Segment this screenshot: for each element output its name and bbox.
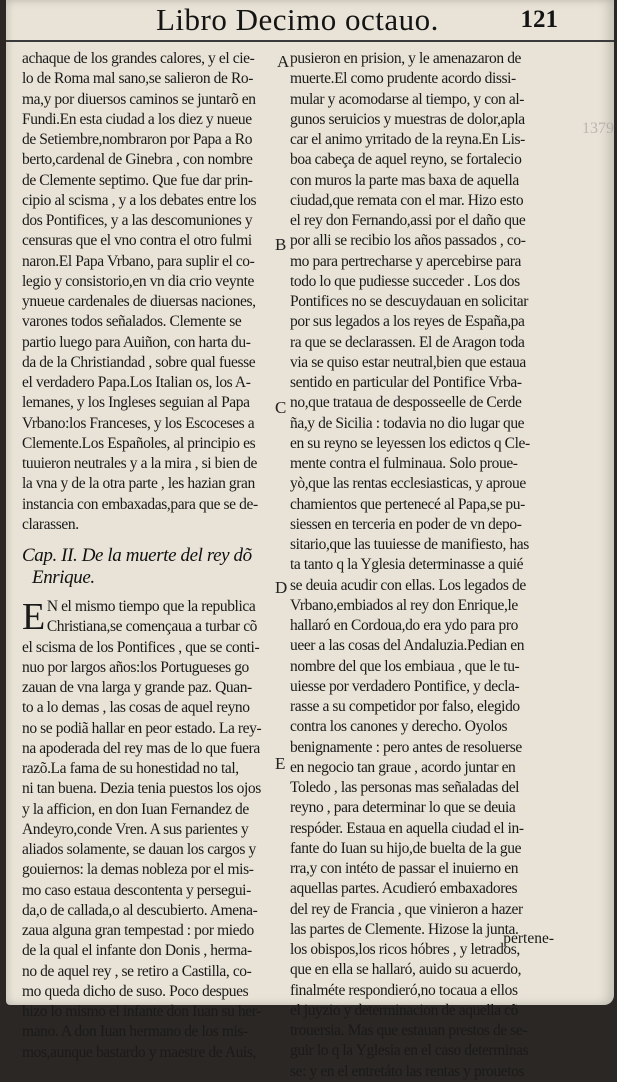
text-line: mo para pertrecharse y apercebirse para — [290, 252, 521, 270]
text-line: Toledo , las personas mas señaladas del — [290, 779, 520, 796]
text-line: varones todos señalados. Clemente se — [22, 313, 242, 331]
margin-letter-d: D — [275, 578, 288, 597]
text-line: ma,y por diuersos caminos se juntarõ en — [22, 90, 256, 108]
text-line: naron.El Papa Vrbano, para suplir el co- — [22, 252, 255, 270]
text-line: el rey don Fernando,assi por el daño que — [290, 212, 526, 229]
text-line: dos Pontifices, y a las descomuniones y — [22, 212, 253, 229]
text-line: mano. A don Iuan hermano de los mis- — [22, 1023, 248, 1041]
text-line: ciudad,que remata con el mar. Hizo esto — [290, 191, 524, 209]
left-paragraph-2 — [22, 597, 277, 1063]
text-line: boa cabeça de aquel reyno, se fortalecio — [290, 151, 522, 169]
text-line: partio luego para Auiñon, con harta du- — [22, 333, 251, 351]
text-line: el juyzio y determinacion de aquella cõ — [290, 1001, 518, 1019]
text-line: da de la Christiandad , sobre qual fuesse — [22, 353, 256, 371]
text-line: mente contra el fulminaua. Solo proue- — [290, 455, 518, 472]
text-line: sentido en particular del Pontifice Vrba- — [290, 374, 522, 391]
book-page — [6, 0, 614, 1080]
text-line: mo queda dicho de suso. Poco despues — [22, 982, 249, 1000]
text-line: aliados solamente, se dauan los cargos y — [22, 841, 256, 858]
text-line: nombre del que los embiaua , que le tu- — [290, 657, 520, 675]
text-line: sitario,que las tuuiesse de manifiesto, has — [290, 536, 529, 553]
text-line: fante do Iuan su hijo,de buelta de la gue — [290, 839, 522, 857]
text-line: car el animo yrritado de la reyna.En Lis- — [290, 131, 525, 148]
text-line: nuo por largos años:los Portugueses go — [22, 658, 249, 676]
text-line: Pontifices no se descuydauan en solicitar — [290, 293, 528, 310]
text-line: gouiernos: la demas nobleza por el mis- — [22, 861, 254, 879]
margin-letter-e: E — [275, 754, 286, 773]
text-line: siessen en terceria en poder de vn depo- — [290, 515, 522, 533]
text-line: ta tanto q la Yglesia determinasse a quié — [290, 556, 524, 574]
text-line: ra que se declarassen. El de Aragon toda — [290, 333, 525, 351]
text-line: hallaró en Cordoua,do era ydo para pro — [290, 617, 518, 634]
text-line: ynueue cardenales de diuersas naciones, — [22, 293, 256, 310]
margin-letter-a: A — [277, 52, 290, 71]
text-line: Christiana,se començaua a turbar cõ — [46, 618, 258, 636]
drop-cap: E — [22, 596, 45, 638]
text-line: que en ella se hallaró, auido su acuerdo, — [290, 961, 522, 979]
catchword: pertene- — [503, 930, 554, 947]
text-line: no de aquel rey , se retiro a Castilla, co- — [22, 962, 252, 980]
text-line: benignamente : pero antes de resoluerse — [290, 738, 522, 756]
text-line: zaua alguna gran tempestad : por miedo — [22, 922, 254, 939]
text-line: y la afficion, en don Iuan Fernandez de — [22, 800, 249, 818]
chapter-heading-line-2: Enrique. — [32, 567, 95, 588]
text-line: lo de Roma mal sano,se salieron de Ro- — [22, 70, 254, 88]
text-line: pusieron en prision, y le amenazaron de — [290, 50, 522, 67]
text-line: cipio al scisma , y a los debates entre los — [22, 191, 257, 209]
text-line: con muros la parte mas baxa de aquella — [290, 171, 519, 189]
text-line: hizo lo mismo el infante don Iuan su her- — [22, 1003, 261, 1020]
text-line: el verdadero Papa.Los Italian os, los A- — [22, 374, 251, 391]
page-number: 121 — [520, 6, 558, 33]
text-line: del rey de Francia , que vinieron a hazer — [290, 900, 523, 918]
text-line: ueer a las cosas del Andaluzia.Pedian en — [290, 637, 525, 655]
text-line: legio y consistorio,en vn dia crio veynte — [22, 272, 254, 290]
text-line: zauan de vna larga y grande paz. Quan- — [22, 679, 252, 696]
text-line: achaque de los grandes calores, y el cie- — [22, 50, 255, 67]
text-line: de Clemente septimo. Que fue dar prin- — [22, 171, 253, 189]
margin-letter-b: B — [275, 235, 287, 254]
text-line: da,o de callada,o al descubierto. Amena- — [22, 901, 258, 919]
margin-letter-c: C — [275, 398, 287, 417]
text-line: instancia con embaxadas,para que se de- — [22, 495, 258, 513]
left-column — [22, 49, 277, 1063]
text-line: aquellas partes. Acudieró embaxadores — [290, 880, 518, 898]
left-paragraph-1 — [22, 49, 277, 535]
text-line: trouersia. Mas que estauan prestos de se- — [290, 1022, 528, 1039]
text-line: muerte.El como prudente acordo dissi- — [290, 70, 516, 88]
text-line: ña,y de Sicilia : todavia no dio lugar que — [290, 414, 525, 432]
text-line: censuras que el vno contra el otro fulmi — [22, 232, 252, 250]
text-line: gunos seruicios y muestras de dolor,apla — [290, 110, 525, 128]
text-line: Andeyro,conde Vren. A sus parientes y — [22, 820, 249, 838]
text-line: los obispos,los ricos hóbres , y letrados, — [290, 941, 520, 958]
text-line: de la qual el infante don Donis , herma- — [22, 942, 252, 960]
chapter-heading-line-1: Cap. II. De la muerte del rey dõ — [22, 545, 252, 566]
text-line: no,que trataua de desposseelle de Cerde — [290, 394, 522, 412]
text-line: se deuia acudir con ellas. Los legados de — [290, 576, 526, 594]
text-line: N el mismo tiempo que la republica — [46, 598, 256, 615]
text-line: mos,aunque bastardo y maestre de Auis, — [22, 1043, 257, 1061]
text-line: uiesse por verdadero Pontifice, y decla- — [290, 677, 520, 695]
text-line: Vrbano:los Franceses, y los Escoceses a — [22, 414, 255, 432]
text-line: rasse a su competidor por falso, elegido — [290, 698, 520, 715]
text-line: tuuieron neutrales y a la mira , si bien de — [22, 455, 258, 472]
text-line: por alli se recibio los años passados , co- — [290, 232, 526, 250]
text-line: se: y en el entretáto las rentas y prouetos — [290, 1062, 525, 1080]
text-line: guir lo q la Yglesia en el caso determinas — [290, 1042, 529, 1060]
text-line: de Setiembre,nombraron por Papa a Ro — [22, 131, 253, 148]
text-line: berto,cardenal de Ginebra , con nombre — [22, 151, 253, 169]
running-header — [6, 0, 614, 42]
text-line: Fundi.En esta ciudad a los diez y nueue — [22, 110, 252, 128]
text-line: en negocio tan graue , acordo juntar en — [290, 758, 516, 776]
text-line: to a lo demas , las cosas de aquel reyno — [22, 699, 250, 717]
text-line: contra los canones y derecho. Oyolos — [290, 718, 508, 736]
text-line: la vna y de la otra parte , les hazian gran — [22, 475, 255, 493]
text-line: razõ.La fama de su honestidad no tal, — [22, 760, 239, 777]
text-line: respóder. Estaua en aquella ciudad el in- — [290, 819, 524, 837]
text-line: Clemente.Los Españoles, al principio es — [22, 434, 256, 452]
text-line: todo lo que pudiesse succeder . Los dos — [290, 272, 520, 290]
text-line: rra,y con intéto de passar el inuierno en — [290, 860, 519, 877]
chapter-heading — [22, 545, 277, 589]
text-line: clarassen. — [22, 515, 79, 533]
text-line: yò,que las rentas ecclesiasticas, y aproue — [290, 475, 526, 493]
text-line: ni tan buena. Dezia tenia puestos los ojos — [22, 780, 261, 798]
text-line: las partes de Clemente. Hizose la junta. — [290, 920, 519, 938]
text-line: lemanes, y los Ingleses seguian al Papa — [22, 394, 250, 412]
text-line: via se quiso estar neutral,bien que estaua — [290, 353, 526, 371]
text-line: reyno , para determinar lo que se deuia — [290, 799, 516, 817]
running-title: Libro Decimo octauo. — [156, 2, 439, 37]
text-line: chamientos que pertenecé al Papa,se pu- — [290, 495, 525, 513]
text-line: en su reyno se leyessen los edictos q Cle- — [290, 434, 530, 452]
text-line: mular y acomodarse al tiempo, y con al- — [290, 90, 525, 108]
faded-stamp: 1379 — [582, 120, 614, 137]
text-line: na apoderada del rey mas de lo que fuera — [22, 739, 260, 757]
text-line: Vrbano,embiados al rey don Enrique,le — [290, 596, 518, 614]
text-line: el scisma de los Pontifices , que se conti- — [22, 638, 260, 656]
text-line: por sus legados a los reyes de España,pa — [290, 313, 525, 331]
text-line: finalméte respondieró,no tocaua a ellos — [290, 981, 518, 999]
text-line: no se podiã hallar en peor estado. La rey- — [22, 719, 262, 737]
text-line: mo caso estaua descontenta y persegui- — [22, 881, 251, 899]
right-column — [290, 49, 588, 1082]
